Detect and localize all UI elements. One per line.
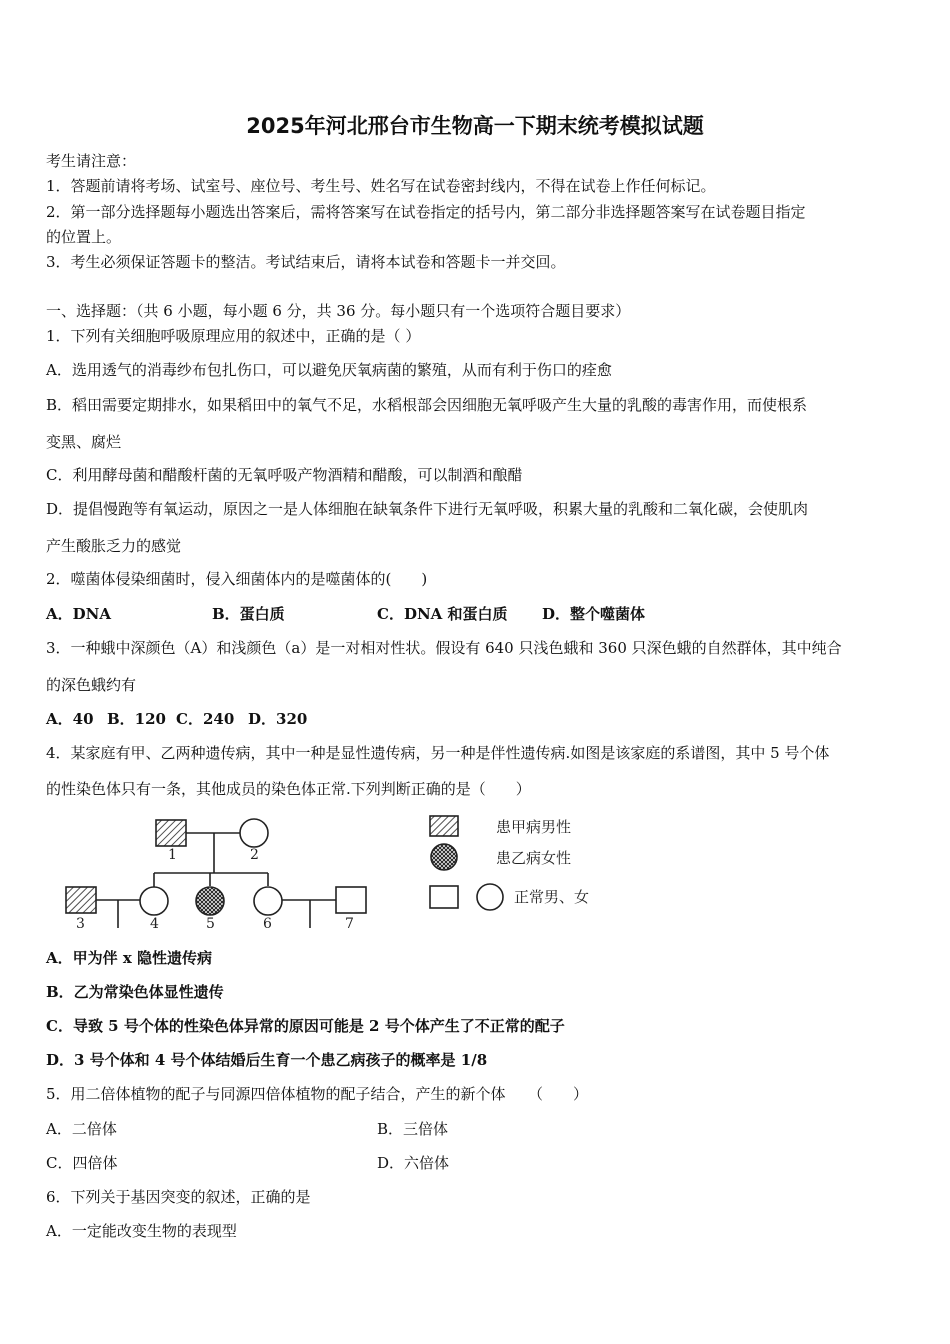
page-title: 2025年河北邢台市生物高一下期末统考模拟试题 xyxy=(246,114,704,138)
q2-option-c: C．DNA 和蛋白质 xyxy=(377,605,508,623)
q2-option-b: B．蛋白质 xyxy=(212,605,285,623)
q1-option-a: A．选用透气的消毒纱布包扎伤口，可以避免厌氧病菌的繁殖，从而有利于伤口的痊愈 xyxy=(46,361,612,379)
q2-option-a: A．DNA xyxy=(46,605,111,623)
pedigree-label-3: 3 xyxy=(76,916,85,932)
section-heading: 一、选择题：（共 6 小题，每小题 6 分，共 36 分。每小题只有一个选项符合题目要求） xyxy=(46,302,631,320)
q2-options xyxy=(46,604,645,624)
legend-label-affected-male: 患甲病男性 xyxy=(496,818,572,836)
q3-option-d: D．320 xyxy=(248,710,308,728)
legend-normal-male-icon xyxy=(430,886,458,908)
q6-option-a: A．一定能改变生物的表现型 xyxy=(46,1222,237,1240)
q5-option-a: A．二倍体 xyxy=(46,1120,117,1138)
notice-item-1: 1．答题前请将考场、试室号、座位号、考生号、姓名写在试卷密封线内，不得在试卷上作任何标记。 xyxy=(46,177,716,195)
pedigree-individual-7 xyxy=(336,887,366,913)
q3-option-c: C．240 xyxy=(176,710,235,728)
legend-label-affected-female: 患乙病女性 xyxy=(496,849,572,867)
q5-option-d: D．六倍体 xyxy=(377,1154,450,1172)
q5-option-c: C．四倍体 xyxy=(46,1154,118,1172)
q4-option-c: C．导致 5 号个体的性染色体异常的原因可能是 2 号个体产生了不正常的配子 xyxy=(46,1017,565,1035)
pedigree-label-5: 5 xyxy=(206,916,215,932)
q3-option-a: A．40 xyxy=(46,710,94,728)
q3-stem: 3．一种蛾中深颜色（A）和浅颜色（a）是一对相对性状。假设有 640 只浅色蛾和 360 只深色蛾的自然群体，其中纯合 xyxy=(46,639,842,657)
q4-option-d: D．3 号个体和 4 号个体结婚后生育一个患乙病孩子的概率是 1/8 xyxy=(46,1051,488,1069)
q1-option-d-cont: 产生酸胀乏力的感觉 xyxy=(46,537,182,555)
q5-option-b: B．三倍体 xyxy=(377,1120,449,1138)
q3-stem-cont: 的深色蛾约有 xyxy=(46,676,137,694)
q1-option-d: D．提倡慢跑等有氧运动，原因之一是人体细胞在缺氧条件下进行无氧呼吸，积累大量的乳酸和二氧化碳，会使肌肉 xyxy=(46,500,809,518)
q4-option-a: A．甲为伴 x 隐性遗传病 xyxy=(46,949,213,967)
pedigree-individual-4 xyxy=(140,887,168,915)
pedigree-label-4: 4 xyxy=(150,916,159,932)
pedigree-label-2: 2 xyxy=(250,847,259,863)
q3-option-b: B．120 xyxy=(107,710,166,728)
pedigree-label-6: 6 xyxy=(263,916,272,932)
legend-normal-female-icon xyxy=(477,884,503,910)
q1-stem: 1．下列有关细胞呼吸原理应用的叙述中，正确的是（ ） xyxy=(46,327,421,345)
pedigree-individual-3 xyxy=(66,887,96,913)
q1-option-b: B．稻田需要定期排水，如果稻田中的氧气不足，水稻根部会因细胞无氧呼吸产生大量的乳酸的毒害作用，而使根系 xyxy=(46,396,808,414)
q1-option-c: C．利用酵母菌和醋酸杆菌的无氧呼吸产物酒精和醋酸，可以制酒和酿醋 xyxy=(46,466,523,484)
legend-affected-male-icon xyxy=(430,816,458,836)
q1-option-b-cont: 变黑、腐烂 xyxy=(46,433,122,451)
legend-label-normal: 正常男、女 xyxy=(514,888,590,906)
notice-item-2-cont: 的位置上。 xyxy=(46,228,122,246)
q5-stem: 5．用二倍体植物的配子与同源四倍体植物的配子结合，产生的新个体 （ ） xyxy=(46,1085,589,1103)
q5-options-row2 xyxy=(46,1153,449,1173)
notice-item-2: 2．第一部分选择题每小题选出答案后，需将答案写在试卷指定的括号内，第二部分非选择题答案写在试卷题目指定 xyxy=(46,203,806,221)
pedigree-label-7: 7 xyxy=(345,916,354,932)
notice-heading: 考生请注意： xyxy=(46,152,137,170)
q4-option-b: B．乙为常染色体显性遗传 xyxy=(46,983,224,1001)
pedigree-individual-2 xyxy=(240,819,268,847)
q2-option-d: D．整个噬菌体 xyxy=(542,605,646,623)
pedigree-individual-6 xyxy=(254,887,282,915)
pedigree-individual-5 xyxy=(196,887,224,915)
pedigree-chart xyxy=(56,812,626,932)
q4-stem: 4．某家庭有甲、乙两种遗传病，其中一种是显性遗传病，另一种是伴性遗传病.如图是该家庭的系谱图，其中 5 号个体 xyxy=(46,744,830,762)
q5-options-row1 xyxy=(46,1119,448,1139)
q4-stem-cont: 的性染色体只有一条，其他成员的染色体正常.下列判断正确的是（ ） xyxy=(46,780,531,798)
notice-item-3: 3．考生必须保证答题卡的整洁。考试结束后，请将本试卷和答题卡一并交回。 xyxy=(46,253,566,271)
pedigree-individual-1 xyxy=(156,820,186,846)
q6-stem: 6．下列关于基因突变的叙述，正确的是 xyxy=(46,1188,311,1206)
legend-affected-female-icon xyxy=(431,844,457,870)
q2-stem: 2．噬菌体侵染细菌时，侵入细菌体内的是噬菌体的( ) xyxy=(46,570,428,588)
pedigree-label-1: 1 xyxy=(168,847,177,863)
q3-options xyxy=(46,709,307,729)
